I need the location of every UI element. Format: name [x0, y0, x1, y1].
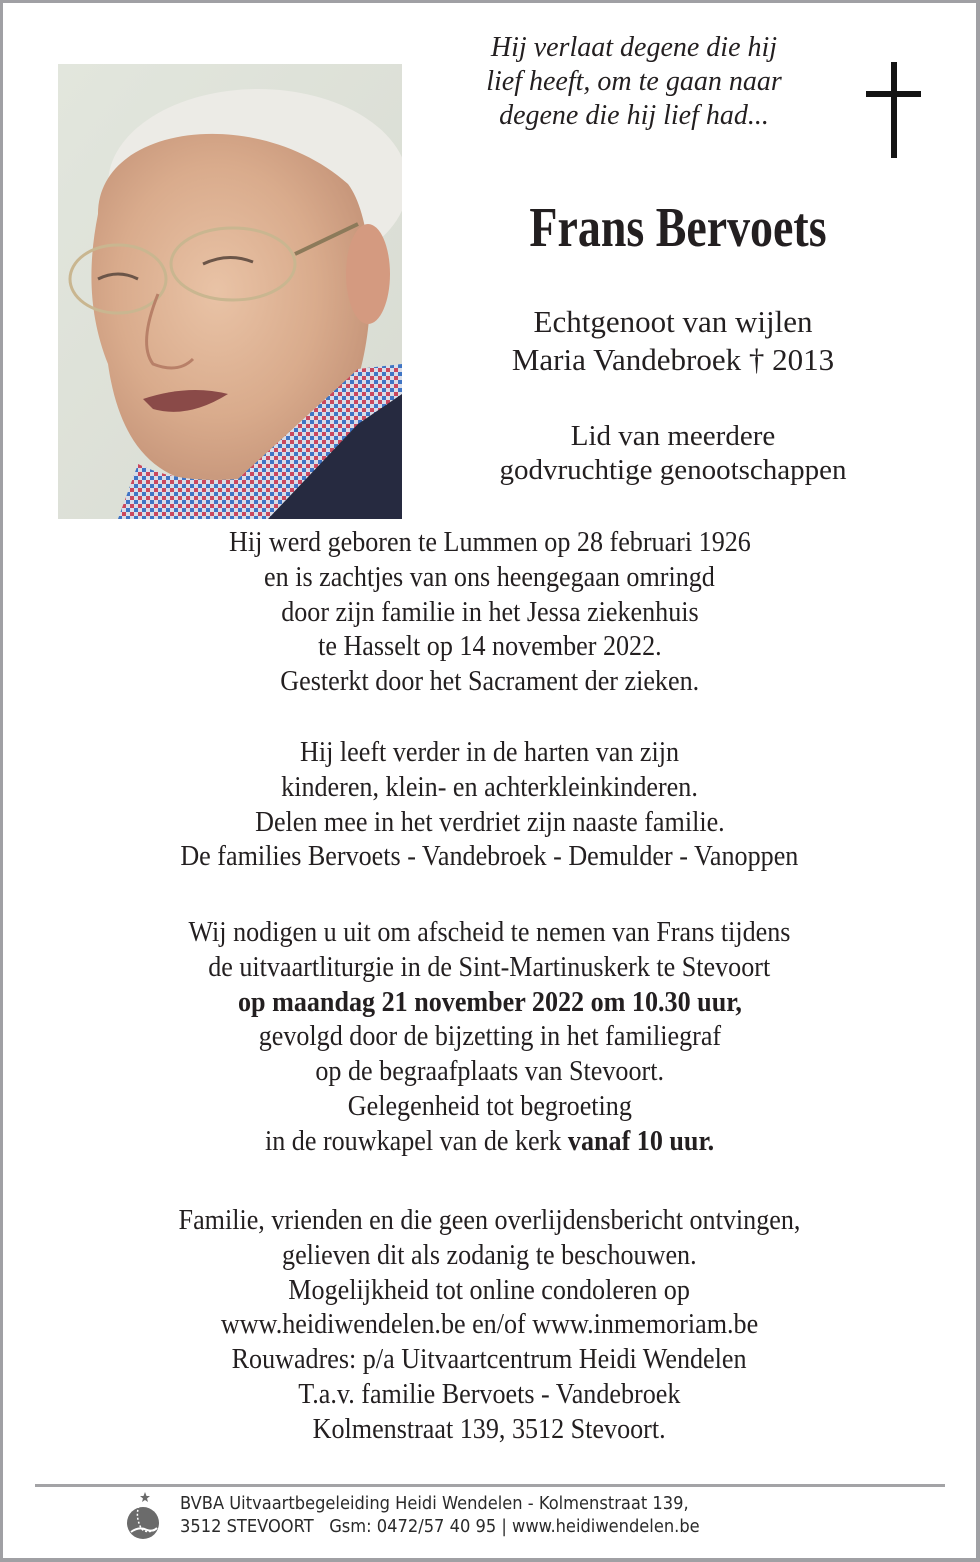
paragraph-line: gevolgd door de bijzetting in het familiegraf: [258, 1020, 721, 1053]
funeral-home-logo-icon: [125, 1490, 161, 1542]
paragraph-line: Gelegenheid tot begroeting: [347, 1089, 632, 1122]
paragraph-line: Mogelijkheid tot online condoleren op: [288, 1273, 691, 1306]
paragraph-line: op de begraafplaats van Stevoort.: [315, 1055, 664, 1088]
cross-icon-horizontal: [866, 91, 921, 97]
paragraph-line: Gesterkt door het Sacrament der zieken.: [280, 665, 699, 698]
closing-paragraph: [3, 1203, 976, 1447]
ceremony-paragraph: [3, 915, 976, 1159]
quote-line: lief heeft, om te gaan naar: [486, 66, 782, 97]
paragraph-line: gelieven dit als zodanig te beschouwen.: [282, 1238, 697, 1271]
membership-info: [433, 419, 913, 487]
paragraph-line: te Hasselt op 14 november 2022.: [317, 630, 662, 663]
paragraph-line: Hij werd geboren te Lummen op 28 februari 1926: [228, 526, 751, 558]
family-paragraph: [3, 735, 976, 874]
membership-line: Lid van meerdere: [570, 420, 776, 452]
deceased-name: Frans Bervoets: [529, 197, 827, 259]
spouse-info: [433, 303, 913, 379]
epitaph-quote: [443, 31, 825, 133]
funeral-home-info: [180, 1493, 700, 1539]
paragraph-line: Kolmenstraat 139, 3512 Stevoort.: [312, 1412, 667, 1445]
footer-line: 3512 STEVOORT Gsm: 0472/57 40 95 | www.heidiwendelen.be: [180, 1517, 700, 1537]
condolence-links[interactable]: www.heidiwendelen.be en/of www.inmemoriam.be: [220, 1308, 759, 1341]
footer-line: BVBA Uitvaartbegeleiding Heidi Wendelen - Kolmenstraat 139,: [180, 1494, 689, 1514]
quote-line: Hij verlaat degene die hij: [490, 32, 778, 63]
birth-death-paragraph: [3, 525, 976, 699]
quote-line: degene die hij lief had...: [499, 100, 769, 131]
paragraph-line: Hij leeft verder in de harten van zijn: [299, 736, 680, 768]
paragraph-line: en is zachtjes van ons heengegaan omringd: [264, 560, 715, 593]
paragraph-line: Rouwadres: p/a Uitvaartcentrum Heidi Wendelen: [232, 1343, 747, 1376]
ceremony-date: op maandag 21 november 2022 om 10.30 uur,: [237, 985, 742, 1018]
cross-icon-vertical: [891, 62, 897, 158]
portrait-photo: [58, 64, 402, 519]
paragraph-line: [265, 1124, 714, 1159]
paragraph-line: De families Bervoets - Vandebroek - Demulder - Vanoppen: [180, 840, 799, 873]
portrait-illustration: [58, 64, 402, 519]
paragraph-line: door zijn familie in het Jessa ziekenhuis: [280, 595, 699, 628]
paragraph-line: Delen mee in het verdriet zijn naaste familie.: [254, 805, 725, 838]
visitation-text: in de rouwkapel van de kerk: [264, 1124, 568, 1157]
spouse-line: Echtgenoot van wijlen: [533, 304, 813, 339]
paragraph-line: kinderen, klein- en achterkleinkinderen.: [281, 770, 698, 803]
paragraph-line: de uitvaartliturgie in de Sint-Martinuskerk te Stevoort: [208, 950, 771, 983]
obituary-card: [3, 3, 976, 1558]
paragraph-line: Familie, vrienden en die geen overlijdensbericht ontvingen,: [178, 1204, 801, 1236]
paragraph-line: Wij nodigen u uit om afscheid te nemen van Frans tijdens: [188, 916, 791, 948]
footer-divider: [35, 1484, 945, 1487]
membership-line: godvruchtige genootschappen: [499, 454, 847, 486]
visitation-time: vanaf 10 uur.: [567, 1124, 715, 1157]
paragraph-line: T.a.v. familie Bervoets - Vandebroek: [298, 1377, 681, 1410]
spouse-line: Maria Vandebroek † 2013: [511, 342, 835, 377]
